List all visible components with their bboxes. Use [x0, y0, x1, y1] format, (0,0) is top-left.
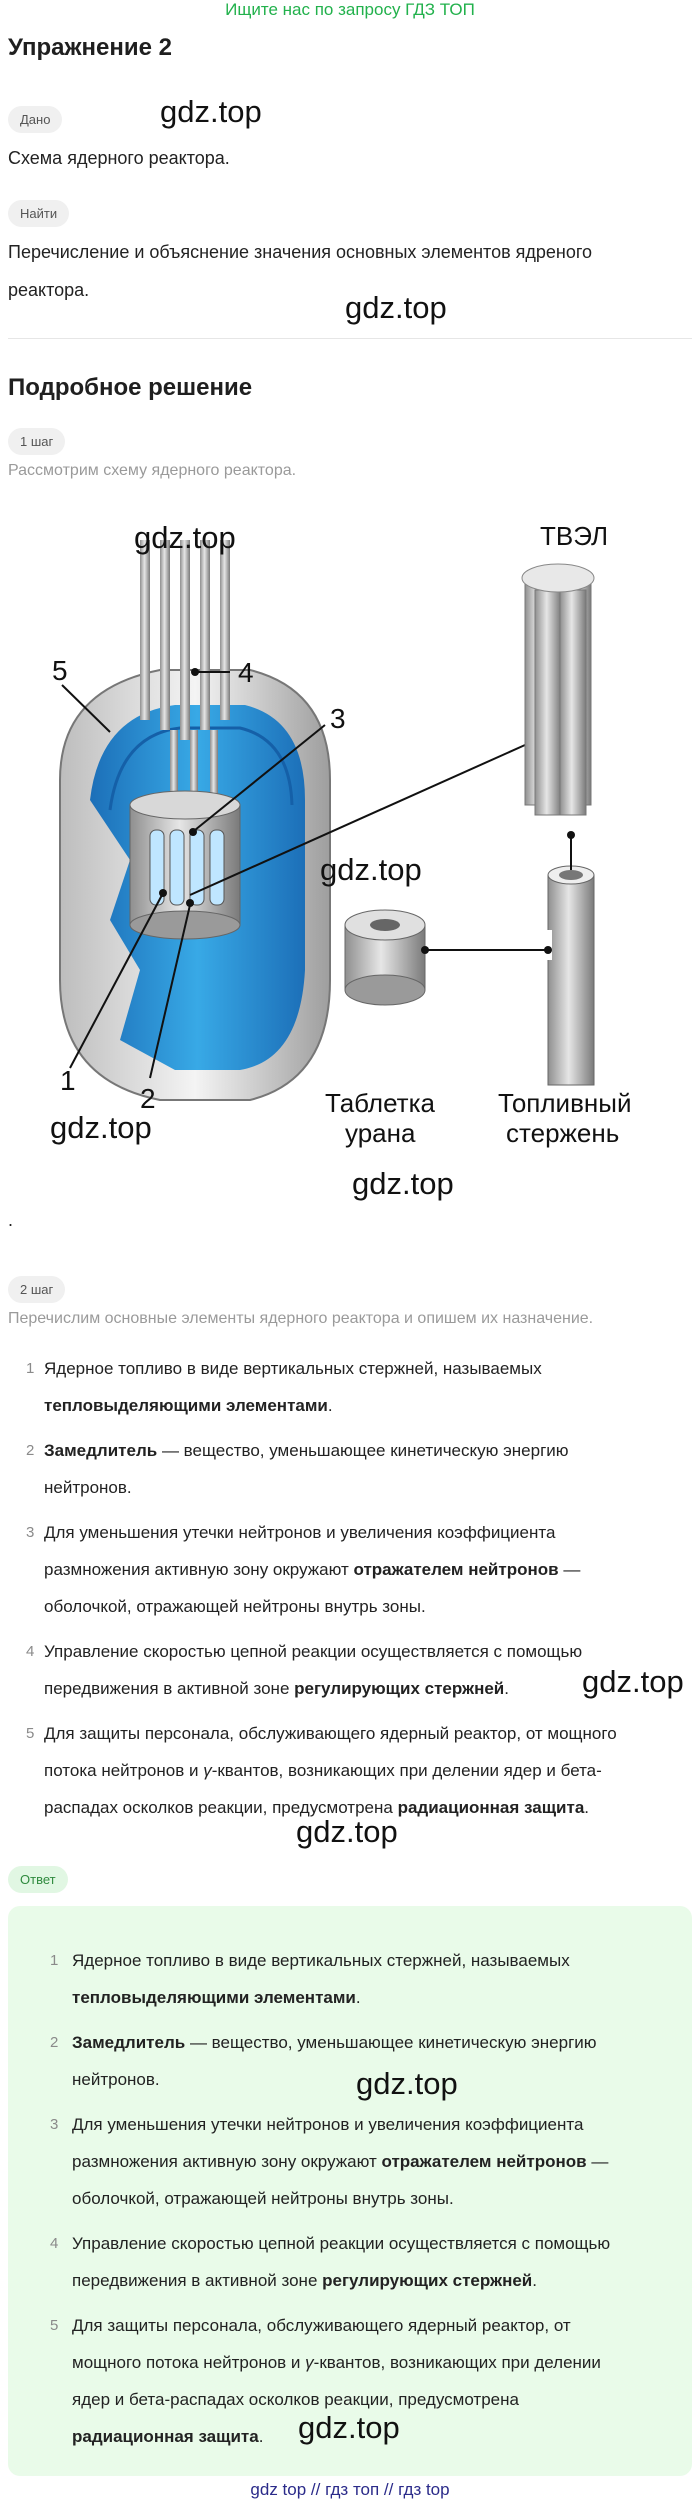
footer: gdz top // гдз топ // гдз top	[250, 2480, 450, 2499]
label-3: 3	[330, 703, 346, 734]
watermark: gdz.top	[320, 852, 422, 887]
given-chip: Дано	[8, 106, 62, 133]
find-text-line1: Перечисление и объяснение значения основных элементов ядреного	[8, 242, 593, 262]
reactor-core	[130, 791, 240, 939]
uranium-pellet	[345, 910, 548, 1005]
tvel-bundle	[522, 564, 594, 815]
watermark: gdz.top	[356, 2066, 458, 2101]
rod-label-line1: Топливный	[498, 1088, 632, 1118]
section-divider	[8, 338, 692, 339]
step1-chip: 1 шаг	[8, 428, 65, 455]
fuel-rod	[542, 831, 594, 1085]
answer-item: 5 Для защиты персонала, обслуживающего ядерный реактор, от мощного потока нейтронов и γ-квантов, возникающих при делении ядер и бета-распадах осколков реакции, предусмотрена радиационная защита.	[50, 2316, 601, 2446]
answer-item: 2 Замедлитель — вещество, уменьшающее кинетическую энергию нейтронов.	[50, 2033, 597, 2089]
watermark: gdz.top	[298, 2410, 400, 2445]
watermark: gdz.top	[50, 1110, 152, 1145]
find-chip: Найти	[8, 200, 69, 227]
top-banner: Ищите нас по запросу ГДЗ ТОП	[225, 0, 475, 19]
step1-text: Рассмотрим схему ядерного реактора.	[8, 462, 297, 479]
exercise-title: Упражнение 2	[8, 34, 172, 61]
watermark: gdz.top	[134, 520, 236, 555]
tvel-label: ТВЭЛ	[540, 521, 609, 551]
step2-chip: 2 шаг	[8, 1276, 65, 1303]
answer-item: 3 Для уменьшения утечки нейтронов и увеличения коэффициента размножения активную зону окружают отражателем нейтронов — оболочкой, отражающей нейтроны внутрь зоны.	[50, 2115, 609, 2208]
pellet-label-line2: урана	[345, 1118, 416, 1148]
find-chip-wrap	[8, 200, 69, 227]
list-item: 4 Управление скоростью цепной реакции осуществляется с помощью передвижения в активной зоне регулирующих стержней.	[26, 1642, 583, 1698]
label-4: 4	[238, 657, 254, 688]
step2-text: Перечислим основные элементы ядерного реактора и опишем их назначение.	[8, 1310, 594, 1327]
label-2: 2	[140, 1083, 156, 1114]
answer-chip-wrap	[8, 1866, 68, 1893]
find-text-line2: реактора.	[8, 280, 90, 300]
answer-chip: Ответ	[8, 1866, 68, 1893]
given-text: Схема ядерного реактора.	[8, 148, 230, 168]
answer-item: 1 Ядерное топливо в виде вертикальных стержней, называемых тепловыделяющими элементами.	[50, 1951, 570, 2007]
pellet-label-line1: Таблетка	[325, 1088, 435, 1118]
watermark: gdz.top	[160, 94, 262, 129]
watermark: gdz.top	[296, 1814, 398, 1849]
answer-item: 4 Управление скоростью цепной реакции осуществляется с помощью передвижения в активной зоне регулирующих стержней.	[50, 2234, 611, 2290]
list-item: 5 Для защиты персонала, обслуживающего ядерный реактор, от мощного потока нейтронов и γ-квантов, возникающих при делении ядер и бета- распадах осколков реакции, предусмотрена радиационная защита.	[26, 1724, 617, 1817]
stray-dot: .	[8, 1210, 14, 1230]
label-5: 5	[52, 655, 68, 686]
answer-list	[24, 1942, 674, 2455]
elements-list	[8, 1350, 688, 1826]
rod-label-line2: стержень	[506, 1118, 620, 1148]
watermark: gdz.top	[352, 1166, 454, 1201]
step1-chip-wrap	[8, 428, 65, 455]
list-item: 3 Для уменьшения утечки нейтронов и увеличения коэффициента размножения активную зону окружают отражателем нейтронов — оболочкой, отражающей нейтроны внутрь зоны.	[26, 1523, 581, 1616]
label-1: 1	[60, 1065, 76, 1096]
step2-chip-wrap	[8, 1276, 65, 1303]
list-item: 2 Замедлитель — вещество, уменьшающее кинетическую энергию нейтронов.	[26, 1441, 569, 1497]
watermark: gdz.top	[582, 1664, 684, 1699]
list-item: 1 Ядерное топливо в виде вертикальных стержней, называемых тепловыделяющими элементами.	[26, 1359, 542, 1415]
given-chip-wrap	[8, 106, 62, 133]
solution-title: Подробное решение	[8, 374, 253, 401]
watermark: gdz.top	[345, 290, 447, 325]
